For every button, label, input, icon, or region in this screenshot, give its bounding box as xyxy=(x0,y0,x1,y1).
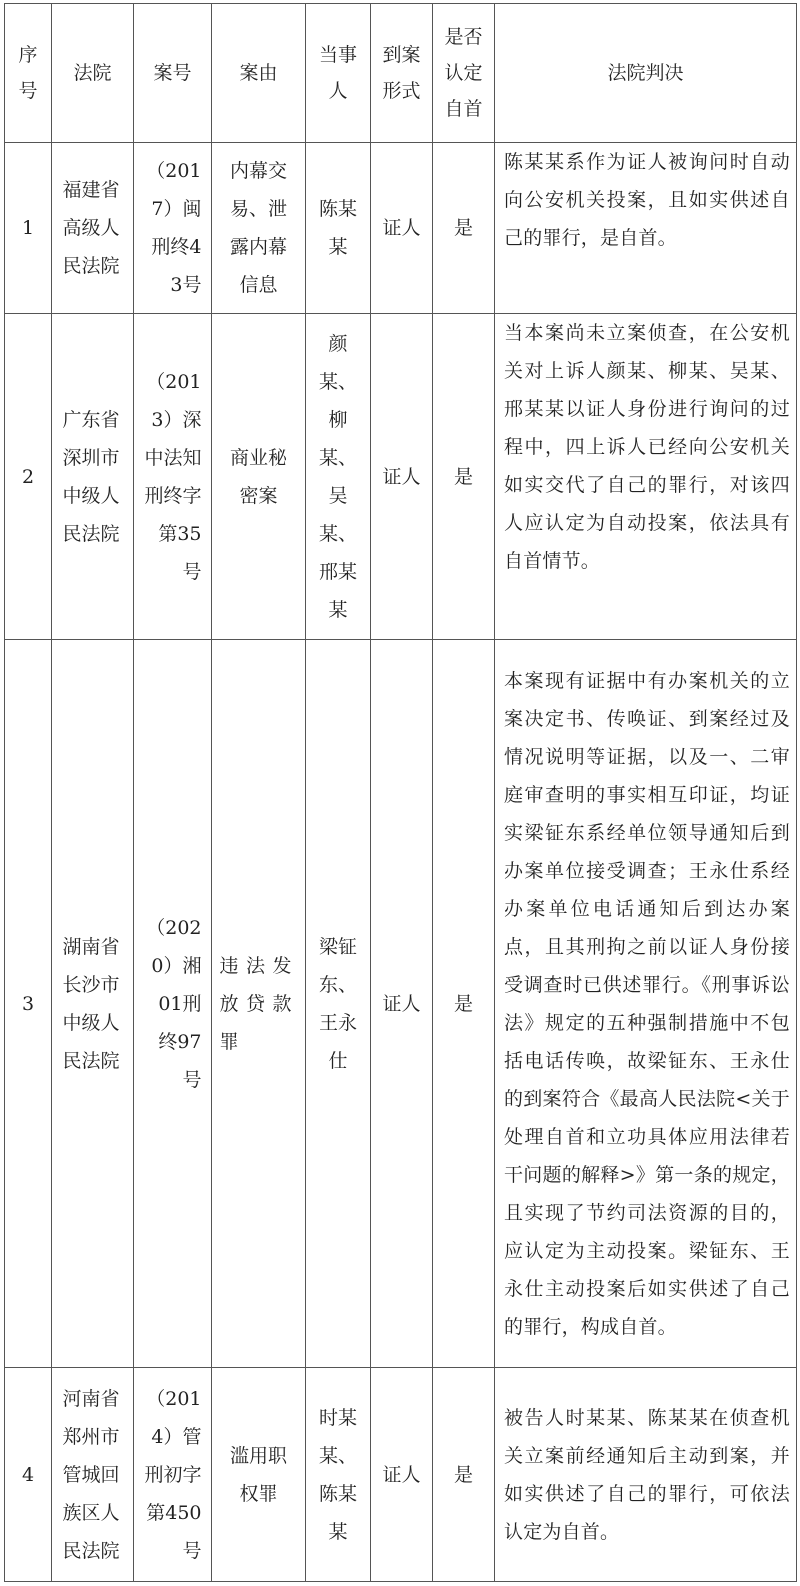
court-name: 福建省高级人民法院 xyxy=(62,179,120,277)
table-row xyxy=(5,143,797,314)
cell-court xyxy=(52,314,134,640)
case-number: （2020）湘01刑终97号 xyxy=(146,916,202,1091)
header-judgment xyxy=(495,4,797,143)
cell-surrender xyxy=(433,1368,495,1582)
cell-no xyxy=(5,640,52,1368)
judgment-text: 陈某某系作为证人被询问时自动向公安机关投案，且如实供述自己的罪行，是自首。 xyxy=(504,151,790,249)
party-names: 陈某某 xyxy=(318,198,357,258)
cell-party xyxy=(306,314,371,640)
header-no-label: 序号 xyxy=(18,44,38,102)
cell-arrival-form xyxy=(371,143,433,314)
arrival-form: 证人 xyxy=(382,217,421,239)
table-row xyxy=(5,314,797,640)
cell-cause xyxy=(212,143,306,314)
header-no xyxy=(5,4,52,143)
court-name: 广东省深圳市中级人民法院 xyxy=(62,408,120,545)
header-party-label: 当事人 xyxy=(318,44,357,102)
header-party xyxy=(306,4,371,143)
case-cause: 违法发放贷款罪 xyxy=(219,954,298,1053)
header-judgment-label: 法院判决 xyxy=(607,62,684,84)
cell-case-no xyxy=(134,1368,212,1582)
header-cause xyxy=(212,4,306,143)
header-arrival-form-label: 到案形式 xyxy=(382,44,421,102)
cell-judgment xyxy=(495,314,797,640)
header-case-no xyxy=(134,4,212,143)
row-number: 1 xyxy=(21,217,35,239)
surrender-status: 是 xyxy=(453,1463,473,1486)
cell-arrival-form xyxy=(371,1368,433,1582)
cell-no xyxy=(5,143,52,314)
cell-case-no xyxy=(134,143,212,314)
header-arrival-form xyxy=(371,4,433,143)
cell-cause xyxy=(212,314,306,640)
table-row xyxy=(5,640,797,1368)
cell-judgment xyxy=(495,640,797,1368)
table-header-row xyxy=(5,4,797,143)
judgment-text: 本案现有证据中有办案机关的立案决定书、传唤证、到案经过及情况说明等证据，以及一、二审庭审查明的事实相互印证，均证实梁钲东系经单位领导通知后到办案单位接受调查；王永仕系经办案单位电话通知后到达办案点，且其刑拘之前以证人身份接受调查时已供述罪行。《刑事诉讼法》规定的五种强制措施中不包括电话传唤，故梁钲东、王永仕的到案符合《最高人民法院<关于处理自首和立功具体应用法律若干问题的解释>》第一条的规定，且实现了节约司法资源的目的，应认定为主动投案。梁钲东、王永仕主动投案后如实供述了自己的罪行，构成自首。 xyxy=(504,669,790,1338)
cell-arrival-form xyxy=(371,314,433,640)
arrival-form: 证人 xyxy=(382,465,421,488)
row-number: 2 xyxy=(21,465,35,488)
header-court-label: 法院 xyxy=(73,62,112,84)
court-name: 河南省郑州市管城回族区人民法院 xyxy=(62,1387,120,1562)
case-number: （2017）闽刑终43号 xyxy=(146,160,202,296)
cell-court xyxy=(52,1368,134,1582)
cell-judgment xyxy=(495,143,797,314)
arrival-form: 证人 xyxy=(382,992,421,1015)
surrender-status: 是 xyxy=(453,465,473,488)
header-court xyxy=(52,4,134,143)
cell-court xyxy=(52,640,134,1368)
cell-party xyxy=(306,1368,371,1582)
cell-case-no xyxy=(134,640,212,1368)
header-cause-label: 案由 xyxy=(239,62,278,84)
party-names: 时某某、陈某某 xyxy=(318,1406,357,1543)
cell-surrender xyxy=(433,143,495,314)
header-case-no-label: 案号 xyxy=(153,62,192,84)
case-cause: 内幕交易、泄露内幕信息 xyxy=(229,160,287,296)
table-row xyxy=(5,1368,797,1582)
cell-surrender xyxy=(433,640,495,1368)
cell-court xyxy=(52,143,134,314)
surrender-cases-table-container xyxy=(4,3,797,1582)
header-surrender xyxy=(433,4,495,143)
case-cause: 滥用职权罪 xyxy=(229,1444,287,1505)
cell-party xyxy=(306,640,371,1368)
surrender-status: 是 xyxy=(453,217,473,239)
cell-party xyxy=(306,143,371,314)
row-number: 3 xyxy=(21,992,35,1015)
cell-surrender xyxy=(433,314,495,640)
cell-case-no xyxy=(134,314,212,640)
cell-no xyxy=(5,1368,52,1582)
surrender-cases-table xyxy=(4,3,797,1582)
court-name: 湖南省长沙市中级人民法院 xyxy=(62,935,120,1072)
party-names: 颜某、柳某、吴某、邢某某 xyxy=(318,332,357,621)
cell-no xyxy=(5,314,52,640)
row-number: 4 xyxy=(21,1463,35,1486)
arrival-form: 证人 xyxy=(382,1463,421,1486)
cell-cause xyxy=(212,1368,306,1582)
party-names: 梁钲东、王永仕 xyxy=(318,935,357,1072)
header-surrender-label: 是否认定自首 xyxy=(444,26,483,120)
surrender-status: 是 xyxy=(453,992,473,1015)
judgment-text: 被告人时某某、陈某某在侦查机关立案前经通知后主动到案，并如实供述了自己的罪行，可依法认定为自首。 xyxy=(504,1406,790,1543)
cell-arrival-form xyxy=(371,640,433,1368)
case-number: （2013）深中法知刑终字第35号 xyxy=(144,370,202,583)
case-number: （2014）管刑初字第450号 xyxy=(144,1387,202,1562)
case-cause: 商业秘密案 xyxy=(229,446,287,507)
cell-cause xyxy=(212,640,306,1368)
judgment-text: 当本案尚未立案侦查，在公安机关对上诉人颜某、柳某、吴某、邢某某以证人身份进行询问的过程中，四上诉人已经向公安机关如实交代了自己的罪行，对该四人应认定为自动投案，依法具有自首情节。 xyxy=(504,322,790,572)
cell-judgment xyxy=(495,1368,797,1582)
